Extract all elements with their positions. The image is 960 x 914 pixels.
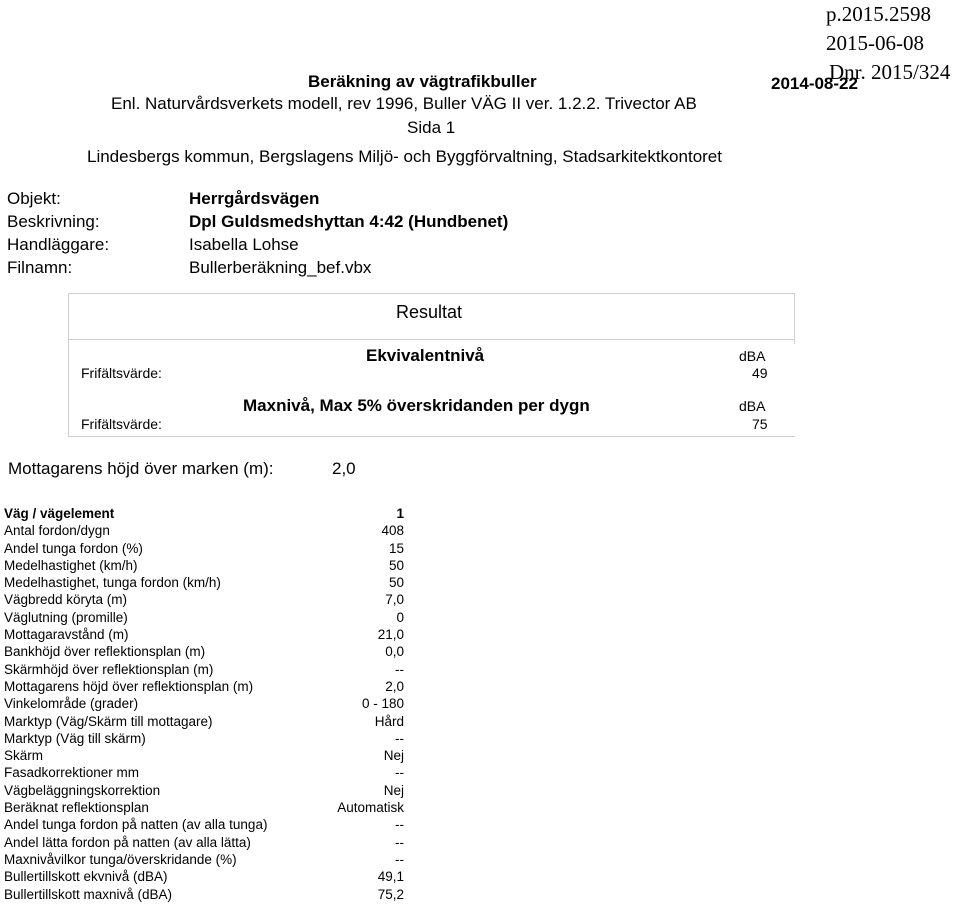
table-row [4,799,404,816]
row-value: 408 [381,523,404,539]
organization: Lindesbergs kommun, Bergslagens Miljö- och Byggförvaltning, Stadsarkitektkontoret [87,147,722,166]
parameter-table [4,505,404,903]
result-heading: Resultat [396,302,463,322]
table-row [4,609,404,626]
row-value: 50 [388,575,404,591]
receiver-height-label: Mottagarens höjd över marken (m): [8,459,274,478]
table-row [4,574,404,591]
max-value: 75 [752,416,768,432]
row-label: Antal fordon/dygn [4,523,110,539]
table-row [4,851,404,868]
row-value: Nej [383,748,404,764]
table-header-value: 1 [396,506,404,521]
table-row [4,626,404,643]
row-label: Bankhöjd över reflektionsplan (m) [4,644,206,660]
row-value: 15 [388,540,404,556]
table-row [4,764,404,781]
beskrivning-label: Beskrivning: [7,212,100,231]
report-model: Enl. Naturvårdsverkets modell, rev 1996, Buller VÄG II ver. 1.2.2. Trivector AB [111,94,697,113]
table-row [4,661,404,678]
report-title: Beräkning av vägtrafikbuller [308,72,537,91]
table-row [4,886,404,903]
table-header-label: Väg / vägelement [4,506,115,521]
handlaggare-label: Handläggare: [7,235,110,254]
row-value: Nej [383,782,404,798]
objekt-label: Objekt: [7,189,61,208]
row-value: -- [395,834,404,850]
table-row [4,591,404,608]
row-value: -- [395,851,404,867]
max-heading: Maxnivå, Max 5% överskridanden per dygn [243,396,590,415]
row-label: Skärmhöjd över reflektionsplan (m) [4,661,214,677]
row-value: 0,0 [385,644,404,660]
row-label: Marktyp (Väg/Skärm till mottagare) [4,713,213,729]
row-value: 21,0 [377,627,404,643]
row-label: Vinkelområde (grader) [4,696,139,712]
report-date: 2014-08-22 [771,74,858,93]
row-label: Fasadkorrektioner mm [4,765,140,781]
row-label: Andel tunga fordon (%) [4,540,143,556]
table-row [4,713,404,730]
ekv-label: Frifältsvärde: [81,365,162,381]
table-row [4,678,404,695]
row-value: 0 [396,609,404,625]
table-row [4,557,404,574]
table-header-row [4,505,404,522]
row-label: Väglutning (promille) [4,609,128,625]
table-row [4,522,404,539]
row-label: Maxnivåvilkor tunga/överskridande (%) [4,851,237,867]
beskrivning-value: Dpl Guldsmedshyttan 4:42 (Hundbenet) [189,212,509,231]
stamp-ref: p.2015.2598 [826,2,931,26]
stamp-date: 2015-06-08 [826,31,924,55]
handlaggare-value: Isabella Lohse [189,235,299,254]
row-value: 7,0 [385,592,404,608]
row-label: Andel tunga fordon på natten (av alla tunga) [4,817,268,833]
row-label: Bullertillskott ekvnivå (dBA) [4,869,168,885]
row-value: 49,1 [377,869,404,885]
row-label: Marktyp (Väg till skärm) [4,730,146,746]
table-row [4,643,404,660]
row-label: Beräknat reflektionsplan [4,800,149,816]
row-value: 50 [388,557,404,573]
table-row [4,816,404,833]
table-row [4,834,404,851]
row-value: -- [395,765,404,781]
row-value: -- [395,817,404,833]
page-number: Sida 1 [407,118,456,137]
table-row [4,868,404,885]
row-label: Medelhastighet, tunga fordon (km/h) [4,575,221,591]
row-label: Vägbeläggningskorrektion [4,782,161,798]
row-label: Andel lätta fordon på natten (av alla lätta) [4,834,251,850]
row-value: Hård [374,713,404,729]
ekv-heading: Ekvivalentnivå [366,346,485,365]
row-label: Vägbredd köryta (m) [4,592,128,608]
row-label: Mottagarens höjd över reflektionsplan (m) [4,678,254,694]
objekt-value: Herrgårdsvägen [189,189,320,208]
result-divider [68,339,795,340]
receiver-height-value: 2,0 [332,459,356,478]
filnamn-label: Filnamn: [7,258,73,277]
row-value: -- [395,730,404,746]
row-label: Bullertillskott maxnivå (dBA) [4,886,173,902]
row-label: Mottagaravstånd (m) [4,627,129,643]
ekv-unit: dBA [739,348,766,364]
row-value: Automatisk [337,800,404,816]
table-row [4,747,404,764]
max-unit: dBA [739,398,766,414]
row-value: 75,2 [377,886,404,902]
row-value: 0 - 180 [361,696,404,712]
row-label: Medelhastighet (km/h) [4,557,138,573]
stamp-dnr: Dnr. 2015/324 [829,60,951,84]
max-label: Frifältsvärde: [81,416,162,432]
table-row [4,782,404,799]
row-label: Skärm [4,748,44,764]
filnamn-value: Bullerberäkning_bef.vbx [189,258,372,277]
ekv-value: 49 [752,365,768,381]
table-row [4,540,404,557]
table-row [4,730,404,747]
table-row [4,695,404,712]
row-value: -- [395,661,404,677]
row-value: 2,0 [385,678,404,694]
